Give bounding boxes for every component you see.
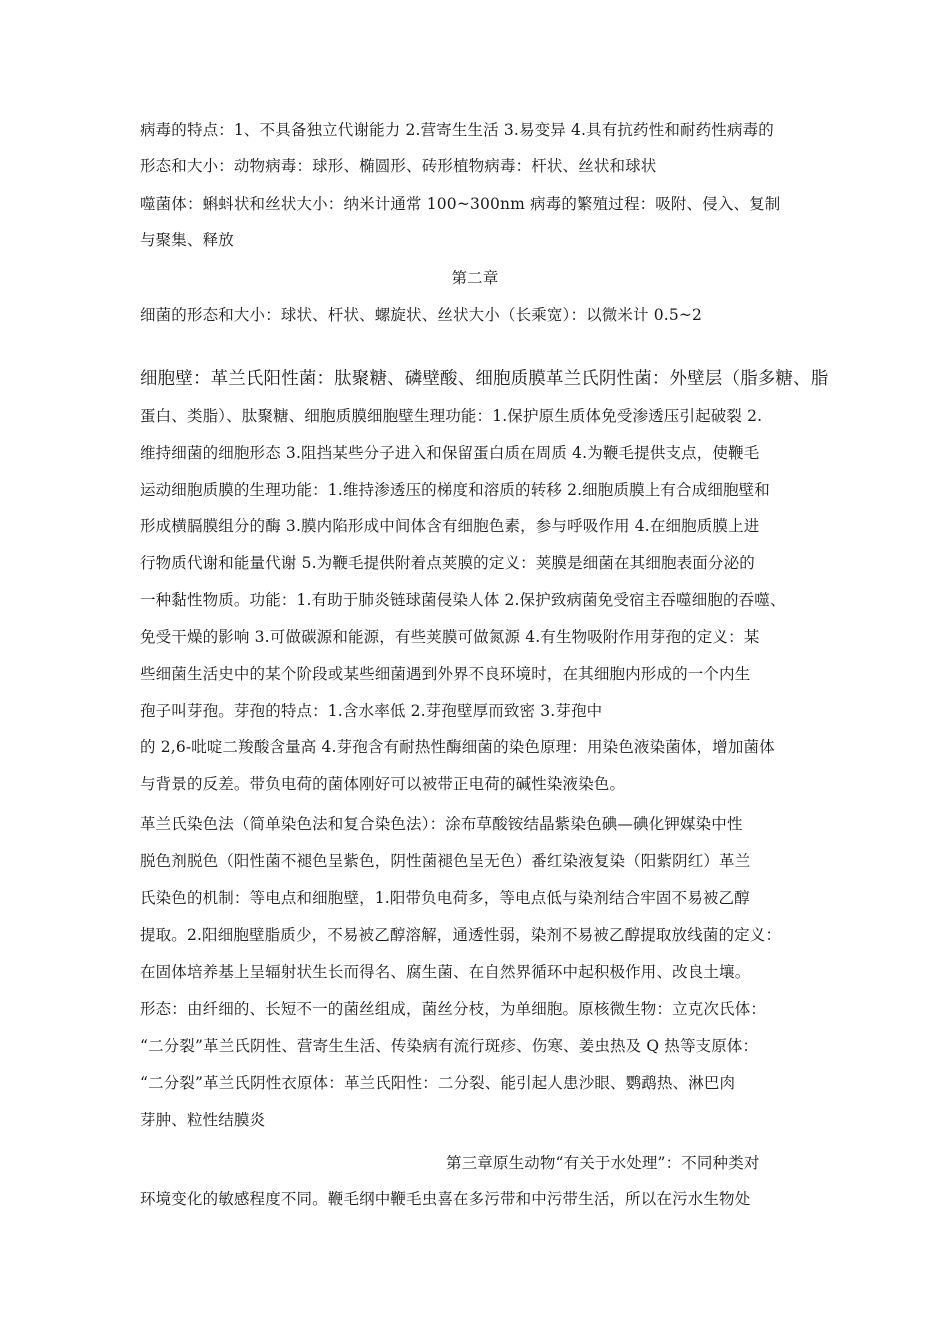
text-line: 细胞壁：革兰氏阳性菌：肽聚糖、磷壁酸、细胞质膜革兰氏阴性菌：外壁层（脂多糖、脂 <box>140 369 829 389</box>
text-line: 一种黏性物质。功能：1.有助于肺炎链球菌侵染人体 2.保护致病菌免受宿主吞噬细胞的吞噬、 <box>140 591 786 609</box>
text-line: 与聚集、释放 <box>140 231 234 249</box>
text-line: 行物质代谢和能量代谢 5.为鞭毛提供附着点荚膜的定义：荚膜是细菌在其细胞表面分泌的 <box>140 554 755 572</box>
text-line: 芽肿、粒性结膜炎 <box>140 1111 266 1129</box>
text-line: 形成横膈膜组分的酶 3.膜内陷形成中间体含有细胞色素，参与呼吸作用 4.在细胞质膜上进 <box>140 517 760 535</box>
text-line: 噬菌体：蝌蚪状和丝状大小：纳米计通常 100~300nm 病毒的繁殖过程：吸附、侵入、复制 <box>140 195 781 213</box>
text-line: 蛋白、类脂）、肽聚糖、细胞质膜细胞壁生理功能：1.保护原生质体免受渗透压引起破裂 2. <box>140 407 763 425</box>
text-line: 氏染色的机制：等电点和细胞壁，1.阳带负电荷多，等电点低与染剂结合牢固不易被乙醇 <box>140 889 750 907</box>
text-line: 形态：由纤细的、长短不一的菌丝组成，菌丝分枝，为单细胞。原核微生物：立克次氏体： <box>140 1000 767 1018</box>
text-line: 的 2,6-吡啶二羧酸含量高 4.芽孢含有耐热性酶细菌的染色原理：用染色液染菌体，增加菌体 <box>140 738 775 756</box>
text-line: 脱色剂脱色（阳性菌不褪色呈紫色，阴性菌褪色呈无色）番红染液复染（阳紫阴红）革兰 <box>140 852 751 870</box>
text-line: 些细菌生活史中的某个阶段或某些细菌遇到外界不良环境时，在其细胞内形成的一个内生 <box>140 665 751 683</box>
text-line: 提取。2.阳细胞壁脂质少，不易被乙醇溶解，通透性弱，染剂不易被乙醇提取放线菌的定义： <box>140 926 782 944</box>
chapter-heading: 第三章原生动物“有关于水处理”：不同种类对 <box>446 1154 760 1172</box>
text-line: 免受干燥的影响 3.可做碳源和能源，有些荚膜可做氮源 4.有生物吸附作用芽孢的定义：某 <box>140 628 760 646</box>
text-line: 维持细菌的细胞形态 3.阻挡某些分子进入和保留蛋白质在周质 4.为鞭毛提供支点，使鞭毛 <box>140 444 760 462</box>
text-line: 病毒的特点：1、不具备独立代谢能力 2.营寄生生活 3.易变异 4.具有抗药性和耐药性病毒的 <box>140 121 774 139</box>
text-line: “二分裂”革兰氏阴性、营寄生生活、传染病有流行斑疹、伤寒、姜虫热及 Q 热等支原体： <box>140 1037 759 1055</box>
text-line: 革兰氏染色法（简单染色法和复合染色法）：涂布草酸铵结晶紫染色碘—碘化钾媒染中性 <box>140 815 743 833</box>
text-line: “二分裂”革兰氏阴性衣原体：革兰氏阳性：二分裂、能引起人患沙眼、鹦鹉热、淋巴肉 <box>140 1074 736 1092</box>
text-line: 与背景的反差。带负电荷的菌体刚好可以被带正电荷的碱性染液染色。 <box>140 775 626 793</box>
chapter-heading: 第二章 <box>451 269 499 287</box>
text-line: 运动细胞质膜的生理功能：1.维持渗透压的梯度和溶质的转移 2.细胞质膜上有合成细胞壁和 <box>140 481 770 499</box>
text-line: 形态和大小：动物病毒：球形、椭圆形、砖形植物病毒：杆状、丝状和球状 <box>140 157 657 175</box>
text-line: 环境变化的敏感程度不同。鞭毛纲中鞭毛虫喜在多污带和中污带生活，所以在污水生物处 <box>140 1190 751 1208</box>
text-line: 细菌的形态和大小：球状、杆状、螺旋状、丝状大小（长乘宽）：以微米计 0.5~2 <box>140 306 703 324</box>
text-line: 在固体培养基上呈辐射状生长而得名、腐生菌、在自然界循环中起积极作用、改良土壤。 <box>140 963 751 981</box>
text-line: 孢子叫芽孢。芽孢的特点：1.含水率低 2.芽孢壁厚而致密 3.芽孢中 <box>140 702 603 720</box>
